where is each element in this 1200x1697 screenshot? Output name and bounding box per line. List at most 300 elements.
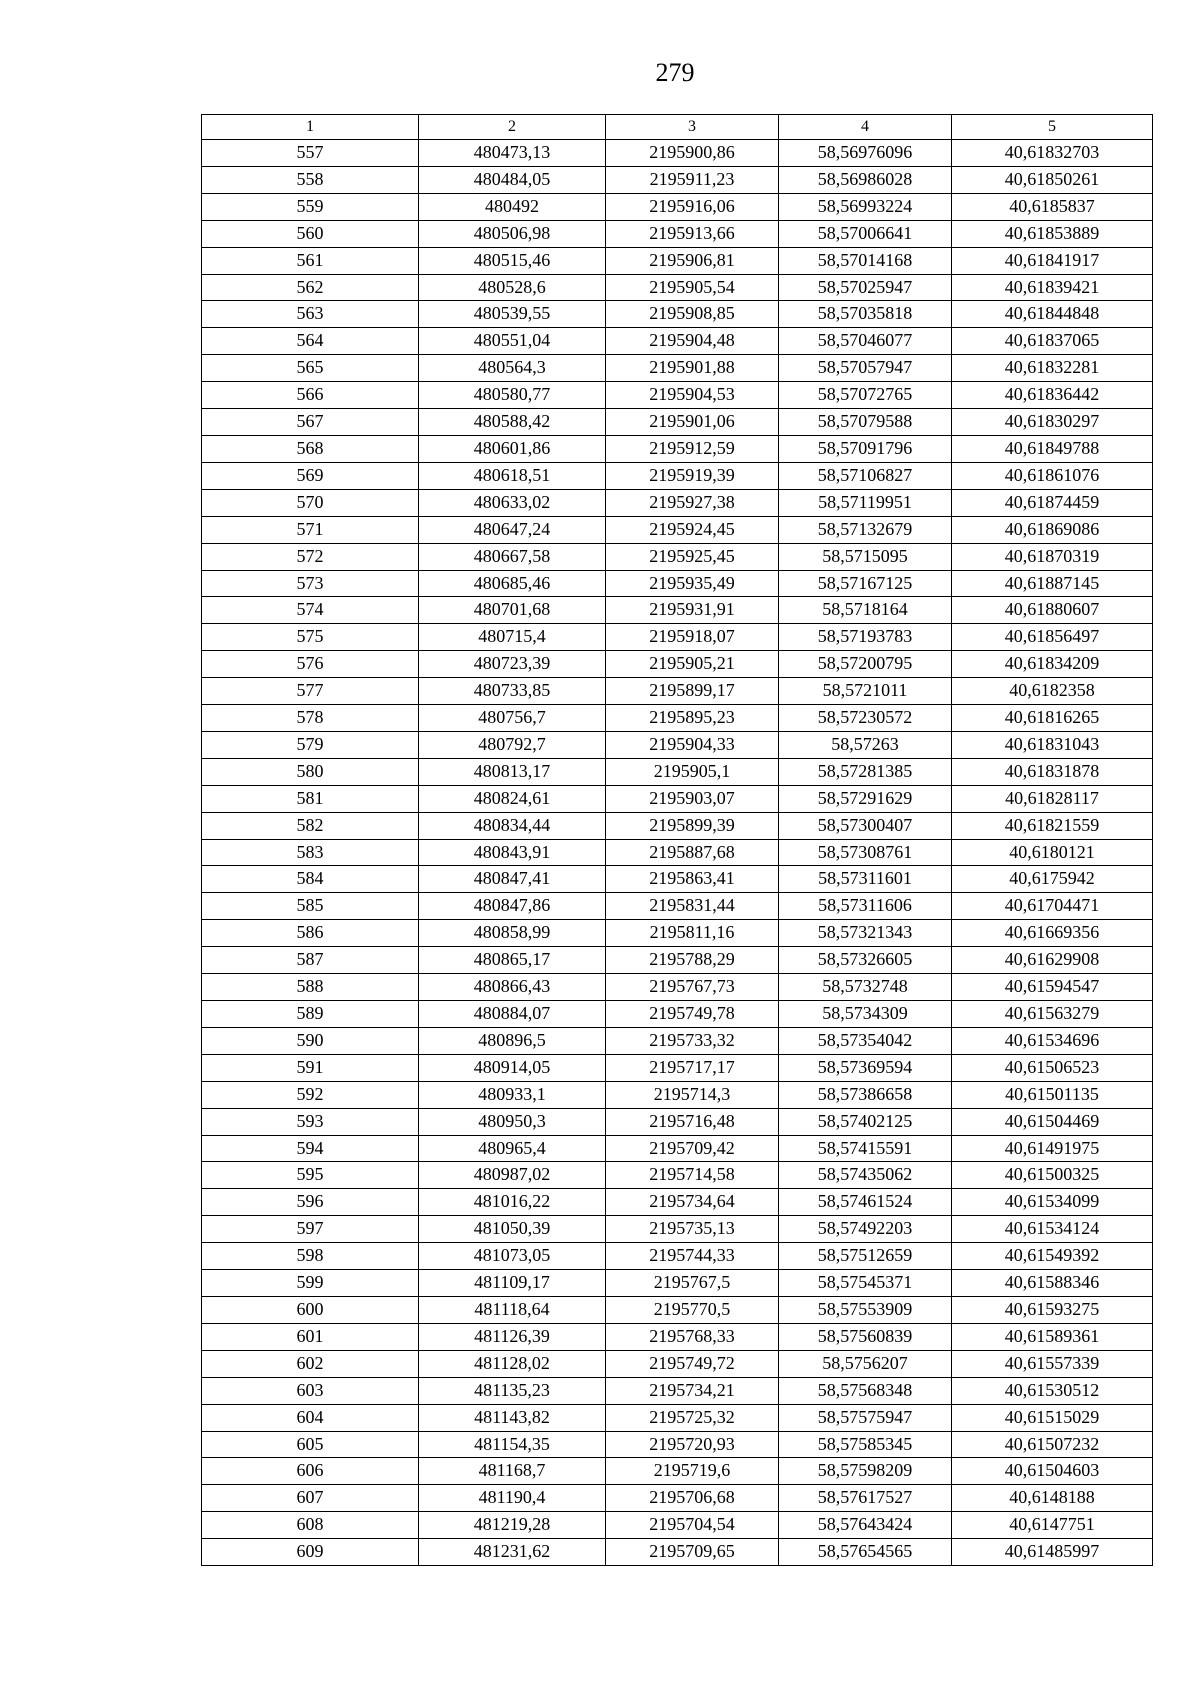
table-row (202, 1135, 1153, 1162)
longitude-cell: 40,61831043 (952, 731, 1153, 758)
point-number-cell: 595 (202, 1162, 419, 1189)
table-row (202, 409, 1153, 436)
x-coordinate-cell: 480580,77 (419, 382, 606, 409)
point-number-cell: 561 (202, 247, 419, 274)
latitude-cell: 58,57415591 (779, 1135, 952, 1162)
point-number-cell: 587 (202, 947, 419, 974)
table-row (202, 758, 1153, 785)
latitude-cell: 58,57512659 (779, 1243, 952, 1270)
longitude-cell: 40,61870319 (952, 543, 1153, 570)
point-number-cell: 598 (202, 1243, 419, 1270)
point-number-cell: 602 (202, 1350, 419, 1377)
point-number-cell: 574 (202, 597, 419, 624)
x-coordinate-cell: 480865,17 (419, 947, 606, 974)
x-coordinate-cell: 481109,17 (419, 1270, 606, 1297)
x-coordinate-cell: 480843,91 (419, 839, 606, 866)
point-number-cell: 562 (202, 274, 419, 301)
longitude-cell: 40,6175942 (952, 866, 1153, 893)
x-coordinate-cell: 480756,7 (419, 705, 606, 732)
point-number-cell: 599 (202, 1270, 419, 1297)
latitude-cell: 58,57369594 (779, 1054, 952, 1081)
latitude-cell: 58,57492203 (779, 1216, 952, 1243)
longitude-cell: 40,61844848 (952, 301, 1153, 328)
point-number-cell: 567 (202, 409, 419, 436)
y-coordinate-cell: 2195704,54 (606, 1512, 779, 1539)
y-coordinate-cell: 2195706,68 (606, 1485, 779, 1512)
table-row (202, 866, 1153, 893)
latitude-cell: 58,57006641 (779, 220, 952, 247)
x-coordinate-cell: 480896,5 (419, 1027, 606, 1054)
latitude-cell: 58,57545371 (779, 1270, 952, 1297)
table-row (202, 1296, 1153, 1323)
latitude-cell: 58,57585345 (779, 1431, 952, 1458)
longitude-cell: 40,61887145 (952, 570, 1153, 597)
longitude-cell: 40,61832281 (952, 355, 1153, 382)
latitude-cell: 58,57079588 (779, 409, 952, 436)
y-coordinate-cell: 2195901,88 (606, 355, 779, 382)
latitude-cell: 58,57560839 (779, 1323, 952, 1350)
latitude-cell: 58,57046077 (779, 328, 952, 355)
table-body (202, 140, 1153, 1566)
longitude-cell: 40,61832703 (952, 140, 1153, 167)
x-coordinate-cell: 480647,24 (419, 516, 606, 543)
y-coordinate-cell: 2195734,64 (606, 1189, 779, 1216)
point-number-cell: 572 (202, 543, 419, 570)
table-row (202, 893, 1153, 920)
x-coordinate-cell: 480667,58 (419, 543, 606, 570)
point-number-cell: 580 (202, 758, 419, 785)
point-number-cell: 604 (202, 1404, 419, 1431)
x-coordinate-cell: 480834,44 (419, 812, 606, 839)
point-number-cell: 591 (202, 1054, 419, 1081)
y-coordinate-cell: 2195749,72 (606, 1350, 779, 1377)
longitude-cell: 40,61821559 (952, 812, 1153, 839)
table-row (202, 1108, 1153, 1135)
point-number-cell: 573 (202, 570, 419, 597)
x-coordinate-cell: 480492 (419, 193, 606, 220)
table-row (202, 435, 1153, 462)
table-row (202, 328, 1153, 355)
longitude-cell: 40,61491975 (952, 1135, 1153, 1162)
longitude-cell: 40,61816265 (952, 705, 1153, 732)
point-number-cell: 575 (202, 624, 419, 651)
y-coordinate-cell: 2195811,16 (606, 920, 779, 947)
table-row (202, 1404, 1153, 1431)
latitude-cell: 58,57402125 (779, 1108, 952, 1135)
x-coordinate-cell: 480564,3 (419, 355, 606, 382)
y-coordinate-cell: 2195716,48 (606, 1108, 779, 1135)
y-coordinate-cell: 2195767,73 (606, 974, 779, 1001)
point-number-cell: 559 (202, 193, 419, 220)
x-coordinate-cell: 480551,04 (419, 328, 606, 355)
longitude-cell: 40,61501135 (952, 1081, 1153, 1108)
y-coordinate-cell: 2195918,07 (606, 624, 779, 651)
table-row (202, 624, 1153, 651)
y-coordinate-cell: 2195709,65 (606, 1539, 779, 1566)
x-coordinate-cell: 480588,42 (419, 409, 606, 436)
y-coordinate-cell: 2195709,42 (606, 1135, 779, 1162)
y-coordinate-cell: 2195905,54 (606, 274, 779, 301)
x-coordinate-cell: 480506,98 (419, 220, 606, 247)
y-coordinate-cell: 2195911,23 (606, 166, 779, 193)
y-coordinate-cell: 2195901,06 (606, 409, 779, 436)
table-row (202, 462, 1153, 489)
longitude-cell: 40,61869086 (952, 516, 1153, 543)
point-number-cell: 593 (202, 1108, 419, 1135)
longitude-cell: 40,61831878 (952, 758, 1153, 785)
point-number-cell: 558 (202, 166, 419, 193)
x-coordinate-cell: 480858,99 (419, 920, 606, 947)
latitude-cell: 58,57057947 (779, 355, 952, 382)
table-row (202, 1243, 1153, 1270)
longitude-cell: 40,61669356 (952, 920, 1153, 947)
longitude-cell: 40,6148188 (952, 1485, 1153, 1512)
y-coordinate-cell: 2195904,33 (606, 731, 779, 758)
y-coordinate-cell: 2195905,21 (606, 651, 779, 678)
column-header-5: 5 (952, 115, 1153, 140)
longitude-cell: 40,61853889 (952, 220, 1153, 247)
y-coordinate-cell: 2195719,6 (606, 1458, 779, 1485)
x-coordinate-cell: 480484,05 (419, 166, 606, 193)
table-row (202, 516, 1153, 543)
x-coordinate-cell: 480633,02 (419, 489, 606, 516)
point-number-cell: 571 (202, 516, 419, 543)
table-row (202, 597, 1153, 624)
longitude-cell: 40,61507232 (952, 1431, 1153, 1458)
x-coordinate-cell: 480473,13 (419, 140, 606, 167)
longitude-cell: 40,61504469 (952, 1108, 1153, 1135)
table-row (202, 1162, 1153, 1189)
y-coordinate-cell: 2195919,39 (606, 462, 779, 489)
latitude-cell: 58,57598209 (779, 1458, 952, 1485)
column-header-4: 4 (779, 115, 952, 140)
point-number-cell: 566 (202, 382, 419, 409)
latitude-cell: 58,57354042 (779, 1027, 952, 1054)
x-coordinate-cell: 481190,4 (419, 1485, 606, 1512)
longitude-cell: 40,61704471 (952, 893, 1153, 920)
table-header-row (202, 115, 1153, 140)
latitude-cell: 58,57575947 (779, 1404, 952, 1431)
y-coordinate-cell: 2195904,48 (606, 328, 779, 355)
longitude-cell: 40,61874459 (952, 489, 1153, 516)
point-number-cell: 597 (202, 1216, 419, 1243)
point-number-cell: 583 (202, 839, 419, 866)
point-number-cell: 584 (202, 866, 419, 893)
y-coordinate-cell: 2195734,21 (606, 1377, 779, 1404)
table-row (202, 543, 1153, 570)
x-coordinate-cell: 480824,61 (419, 785, 606, 812)
table-row (202, 1081, 1153, 1108)
x-coordinate-cell: 480847,86 (419, 893, 606, 920)
x-coordinate-cell: 480701,68 (419, 597, 606, 624)
latitude-cell: 58,5732748 (779, 974, 952, 1001)
longitude-cell: 40,61589361 (952, 1323, 1153, 1350)
point-number-cell: 578 (202, 705, 419, 732)
x-coordinate-cell: 480715,4 (419, 624, 606, 651)
longitude-cell: 40,61839421 (952, 274, 1153, 301)
table-row (202, 301, 1153, 328)
longitude-cell: 40,61549392 (952, 1243, 1153, 1270)
latitude-cell: 58,57654565 (779, 1539, 952, 1566)
table-row (202, 1539, 1153, 1566)
y-coordinate-cell: 2195863,41 (606, 866, 779, 893)
y-coordinate-cell: 2195733,32 (606, 1027, 779, 1054)
latitude-cell: 58,5715095 (779, 543, 952, 570)
y-coordinate-cell: 2195768,33 (606, 1323, 779, 1350)
latitude-cell: 58,57643424 (779, 1512, 952, 1539)
x-coordinate-cell: 480884,07 (419, 1001, 606, 1028)
latitude-cell: 58,57311606 (779, 893, 952, 920)
table-row (202, 947, 1153, 974)
longitude-cell: 40,61593275 (952, 1296, 1153, 1323)
point-number-cell: 603 (202, 1377, 419, 1404)
y-coordinate-cell: 2195770,5 (606, 1296, 779, 1323)
latitude-cell: 58,57200795 (779, 651, 952, 678)
latitude-cell: 58,57435062 (779, 1162, 952, 1189)
y-coordinate-cell: 2195935,49 (606, 570, 779, 597)
y-coordinate-cell: 2195927,38 (606, 489, 779, 516)
y-coordinate-cell: 2195924,45 (606, 516, 779, 543)
table-row (202, 220, 1153, 247)
y-coordinate-cell: 2195788,29 (606, 947, 779, 974)
latitude-cell: 58,57553909 (779, 1296, 952, 1323)
y-coordinate-cell: 2195720,93 (606, 1431, 779, 1458)
latitude-cell: 58,5756207 (779, 1350, 952, 1377)
x-coordinate-cell: 481168,7 (419, 1458, 606, 1485)
x-coordinate-cell: 481016,22 (419, 1189, 606, 1216)
page-number: 279 (655, 58, 695, 87)
y-coordinate-cell: 2195931,91 (606, 597, 779, 624)
y-coordinate-cell: 2195908,85 (606, 301, 779, 328)
latitude-cell: 58,5721011 (779, 678, 952, 705)
x-coordinate-cell: 481143,82 (419, 1404, 606, 1431)
table-row (202, 1431, 1153, 1458)
x-coordinate-cell: 480515,46 (419, 247, 606, 274)
x-coordinate-cell: 480866,43 (419, 974, 606, 1001)
y-coordinate-cell: 2195912,59 (606, 435, 779, 462)
point-number-cell: 590 (202, 1027, 419, 1054)
table-row (202, 678, 1153, 705)
x-coordinate-cell: 481154,35 (419, 1431, 606, 1458)
table-row (202, 731, 1153, 758)
point-number-cell: 576 (202, 651, 419, 678)
y-coordinate-cell: 2195735,13 (606, 1216, 779, 1243)
latitude-cell: 58,57308761 (779, 839, 952, 866)
point-number-cell: 589 (202, 1001, 419, 1028)
point-number-cell: 582 (202, 812, 419, 839)
table-row (202, 1001, 1153, 1028)
x-coordinate-cell: 480733,85 (419, 678, 606, 705)
x-coordinate-cell: 480965,4 (419, 1135, 606, 1162)
longitude-cell: 40,61563279 (952, 1001, 1153, 1028)
y-coordinate-cell: 2195767,5 (606, 1270, 779, 1297)
x-coordinate-cell: 481128,02 (419, 1350, 606, 1377)
longitude-cell: 40,61836442 (952, 382, 1153, 409)
latitude-cell: 58,57035818 (779, 301, 952, 328)
table-row (202, 166, 1153, 193)
table-row (202, 1350, 1153, 1377)
point-number-cell: 588 (202, 974, 419, 1001)
longitude-cell: 40,61588346 (952, 1270, 1153, 1297)
table-row (202, 651, 1153, 678)
point-number-cell: 577 (202, 678, 419, 705)
point-number-cell: 586 (202, 920, 419, 947)
longitude-cell: 40,61515029 (952, 1404, 1153, 1431)
x-coordinate-cell: 481050,39 (419, 1216, 606, 1243)
table-row (202, 193, 1153, 220)
table-row (202, 839, 1153, 866)
longitude-cell: 40,61828117 (952, 785, 1153, 812)
longitude-cell: 40,6182358 (952, 678, 1153, 705)
coordinates-table (201, 114, 1153, 1566)
x-coordinate-cell: 480528,6 (419, 274, 606, 301)
table-row (202, 1323, 1153, 1350)
y-coordinate-cell: 2195913,66 (606, 220, 779, 247)
longitude-cell: 40,61534696 (952, 1027, 1153, 1054)
latitude-cell: 58,56986028 (779, 166, 952, 193)
longitude-cell: 40,61500325 (952, 1162, 1153, 1189)
x-coordinate-cell: 480539,55 (419, 301, 606, 328)
y-coordinate-cell: 2195925,45 (606, 543, 779, 570)
longitude-cell: 40,61856497 (952, 624, 1153, 651)
table-row (202, 1189, 1153, 1216)
column-header-3: 3 (606, 115, 779, 140)
point-number-cell: 579 (202, 731, 419, 758)
longitude-cell: 40,61506523 (952, 1054, 1153, 1081)
y-coordinate-cell: 2195887,68 (606, 839, 779, 866)
longitude-cell: 40,61849788 (952, 435, 1153, 462)
y-coordinate-cell: 2195916,06 (606, 193, 779, 220)
table-row (202, 489, 1153, 516)
longitude-cell: 40,61530512 (952, 1377, 1153, 1404)
point-number-cell: 608 (202, 1512, 419, 1539)
point-number-cell: 592 (202, 1081, 419, 1108)
table-row (202, 274, 1153, 301)
latitude-cell: 58,57568348 (779, 1377, 952, 1404)
latitude-cell: 58,5718164 (779, 597, 952, 624)
latitude-cell: 58,57321343 (779, 920, 952, 947)
x-coordinate-cell: 481126,39 (419, 1323, 606, 1350)
longitude-cell: 40,6147751 (952, 1512, 1153, 1539)
table-row (202, 974, 1153, 1001)
longitude-cell: 40,61830297 (952, 409, 1153, 436)
table-row (202, 920, 1153, 947)
table-row (202, 705, 1153, 732)
latitude-cell: 58,57617527 (779, 1485, 952, 1512)
longitude-cell: 40,61834209 (952, 651, 1153, 678)
point-number-cell: 560 (202, 220, 419, 247)
latitude-cell: 58,57300407 (779, 812, 952, 839)
table-row (202, 812, 1153, 839)
x-coordinate-cell: 480685,46 (419, 570, 606, 597)
y-coordinate-cell: 2195899,39 (606, 812, 779, 839)
table-row (202, 570, 1153, 597)
y-coordinate-cell: 2195725,32 (606, 1404, 779, 1431)
x-coordinate-cell: 481135,23 (419, 1377, 606, 1404)
point-number-cell: 564 (202, 328, 419, 355)
latitude-cell: 58,5734309 (779, 1001, 952, 1028)
longitude-cell: 40,61861076 (952, 462, 1153, 489)
y-coordinate-cell: 2195749,78 (606, 1001, 779, 1028)
x-coordinate-cell: 480723,39 (419, 651, 606, 678)
x-coordinate-cell: 480601,86 (419, 435, 606, 462)
x-coordinate-cell: 480847,41 (419, 866, 606, 893)
latitude-cell: 58,57326605 (779, 947, 952, 974)
y-coordinate-cell: 2195900,86 (606, 140, 779, 167)
table-row (202, 355, 1153, 382)
y-coordinate-cell: 2195904,53 (606, 382, 779, 409)
point-number-cell: 570 (202, 489, 419, 516)
table-row (202, 1377, 1153, 1404)
table-row (202, 1512, 1153, 1539)
point-number-cell: 557 (202, 140, 419, 167)
point-number-cell: 568 (202, 435, 419, 462)
table-row (202, 140, 1153, 167)
latitude-cell: 58,57311601 (779, 866, 952, 893)
x-coordinate-cell: 480914,05 (419, 1054, 606, 1081)
longitude-cell: 40,6185837 (952, 193, 1153, 220)
latitude-cell: 58,57091796 (779, 435, 952, 462)
x-coordinate-cell: 481219,28 (419, 1512, 606, 1539)
latitude-cell: 58,56976096 (779, 140, 952, 167)
x-coordinate-cell: 481118,64 (419, 1296, 606, 1323)
latitude-cell: 58,57119951 (779, 489, 952, 516)
point-number-cell: 563 (202, 301, 419, 328)
table-row (202, 247, 1153, 274)
x-coordinate-cell: 480813,17 (419, 758, 606, 785)
longitude-cell: 40,61504603 (952, 1458, 1153, 1485)
x-coordinate-cell: 480933,1 (419, 1081, 606, 1108)
latitude-cell: 58,57106827 (779, 462, 952, 489)
table-row (202, 382, 1153, 409)
point-number-cell: 606 (202, 1458, 419, 1485)
y-coordinate-cell: 2195905,1 (606, 758, 779, 785)
table-row (202, 1054, 1153, 1081)
point-number-cell: 581 (202, 785, 419, 812)
longitude-cell: 40,61534099 (952, 1189, 1153, 1216)
longitude-cell: 40,61629908 (952, 947, 1153, 974)
point-number-cell: 601 (202, 1323, 419, 1350)
longitude-cell: 40,61841917 (952, 247, 1153, 274)
x-coordinate-cell: 480792,7 (419, 731, 606, 758)
table-row (202, 1027, 1153, 1054)
longitude-cell: 40,61557339 (952, 1350, 1153, 1377)
point-number-cell: 585 (202, 893, 419, 920)
x-coordinate-cell: 480618,51 (419, 462, 606, 489)
latitude-cell: 58,57263 (779, 731, 952, 758)
latitude-cell: 58,56993224 (779, 193, 952, 220)
latitude-cell: 58,57167125 (779, 570, 952, 597)
table-row (202, 785, 1153, 812)
column-header-2: 2 (419, 115, 606, 140)
table-row (202, 1216, 1153, 1243)
point-number-cell: 605 (202, 1431, 419, 1458)
y-coordinate-cell: 2195714,58 (606, 1162, 779, 1189)
longitude-cell: 40,61485997 (952, 1539, 1153, 1566)
latitude-cell: 58,57014168 (779, 247, 952, 274)
latitude-cell: 58,57072765 (779, 382, 952, 409)
y-coordinate-cell: 2195831,44 (606, 893, 779, 920)
point-number-cell: 565 (202, 355, 419, 382)
point-number-cell: 594 (202, 1135, 419, 1162)
latitude-cell: 58,57461524 (779, 1189, 952, 1216)
longitude-cell: 40,61880607 (952, 597, 1153, 624)
table-row (202, 1270, 1153, 1297)
y-coordinate-cell: 2195744,33 (606, 1243, 779, 1270)
x-coordinate-cell: 480950,3 (419, 1108, 606, 1135)
y-coordinate-cell: 2195903,07 (606, 785, 779, 812)
point-number-cell: 607 (202, 1485, 419, 1512)
